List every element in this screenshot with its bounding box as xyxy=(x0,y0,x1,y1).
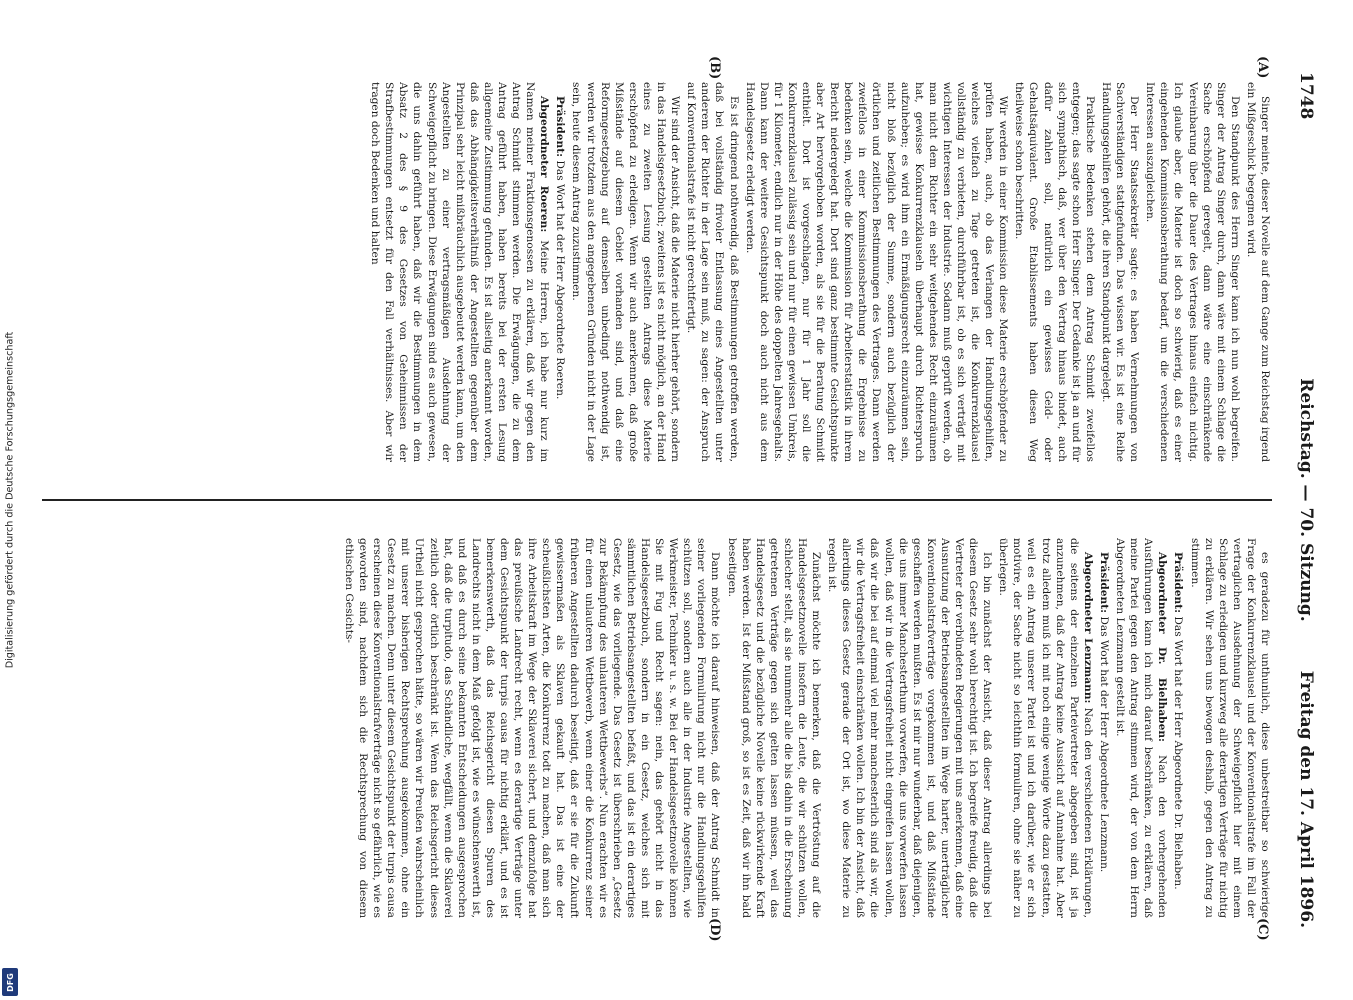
paragraph xyxy=(996,538,1095,918)
speaker-name: Abgeordneter Dr. Bielhaben: xyxy=(1156,552,1169,742)
paragraph-text: Nach den verschiedenen Erklärungen, die seitens der einzelnen Parteivertreter abgegeben sind, ist ja anzunehmen, daß der Antrag keine Aussicht auf Annahme hat. Aber trotz alledem muß ich mit noch einige wenige Worte dazu gestatten, weil es ein Antrag unserer Partei ist und ich darüber, wie er sich motivire, der Sache nicht so leichthin formuliren, ohne sie näher zu überlegen. xyxy=(997,538,1094,918)
scan-credit-strip xyxy=(0,0,20,1000)
paragraph xyxy=(1097,538,1111,918)
paragraph-text: Das Wort hat der Herr Abgeordnete Lenzmann. xyxy=(1097,613,1110,873)
paragraph xyxy=(1187,538,1272,918)
scanned-page xyxy=(34,56,1322,944)
page-title: Reichstag. — 70. Sitzung. xyxy=(1296,378,1316,622)
speaker-name: Präsident: xyxy=(554,96,567,158)
paragraph xyxy=(825,538,994,918)
speaker-name: Präsident: xyxy=(1172,552,1185,614)
scan-credit-text: Digitalisierung gefördert durch die Deutsche Forschungsgemeinschaft xyxy=(4,331,16,669)
margin-marker-a: (A) xyxy=(1255,56,1270,79)
paragraph xyxy=(1244,82,1272,462)
paragraph xyxy=(1099,82,1141,462)
speaker-name: Präsident: xyxy=(1097,552,1110,614)
paragraph-text: Singer meinte, dieser Novelle auf dem Gange zum Reichstag irgend ein Mißgeschick begegnen wird. xyxy=(1244,82,1271,462)
paragraph-text: Den Standpunkt des Herrn Singer kann ich nun wohl begreifen. Singer der Antrag Singer durch, dann wäre mit einem Schlage die Sache erschöpfend geregelt, dann wäre eine einschränkende Vereinbarung über die Dauer des Vertrages hinaus einfach nichtig. Ich glaube aber, die Materie ist doch so schwierig, daß es einer eingehenden Kommissionsberathung bedarf, um die verschiedenen Interessen auszugleichen. xyxy=(1144,82,1241,462)
speaker-name: Abgeordneter Roeren: xyxy=(538,96,551,233)
page-date: Freitag den 17. April 1896. xyxy=(1296,670,1316,928)
paragraph-text: Ich bin zunächst der Ansicht, daß dieser Antrag allerdings bei diesem Gesetz sehr wohl berechtigt ist. Ich begreife freudig, daß die Vertreter der verbündeten Regierungen mit uns anerkennen, daß eine Ausnutzung der Betriebsangestellten im Wege harter, unerträglicher Konventionalstrafverträge vorgekommen ist, und daß Mißstände geschaffen werden mußten. Es ist mir nur wunderbar, daß diejenigen, die uns immer Manchesterthum vorwerfen, die uns vorwerfen lassen wollen, daß wir in die Vertragsfreiheit nicht eingreifen lassen wollen, daß wir die bei auf einmal viel mehr manchesterlich sind als wir, die wir die Vertragsfreiheit einschränken wollen. Ich bin der Ansicht, daß allerdings dieses Gesetz gerade der Ort ist, wo diese Materie zu regeln ist. xyxy=(826,538,994,918)
speaker-name: Abgeordneter Lenzmann: xyxy=(1081,552,1094,704)
paragraph-text: Dann möchte ich darauf hinweisen, daß der Antrag Schmidt in seiner vorliegenden Formulirung nicht nur die Handlungsgehilfen schützen soll, sondern auch alle in der Industrie Angestellten, wie Werkmeister, Techniker u. s. w. Bei der Handelsgesetznovelle können Sie mit Fug und Recht sagen: nein, das gehört nicht in das Handelsgesetzbuch, sondern in ein Gesetz, welches sich mit sämmtlichen Betriebsangestellten befaßt, und das ist ein derartiges Gesetz, wie das vorliegende. Das Gesetz ist überschrieben „Gesetz zur Bekämpfung des unlauteren Wettbewerbs“. Nun erachten wir es für einen unlauteren Wettbewerb, wenn einer die Konkurrenz seiner früheren Angestellten dadurch beseitigt, daß er sie für die Zukunft gewissermaßen als Sklaven gekauft hat. Das ist eine der scheußlichsten Arten, die Konkurrenz todt zu machen, daß man sich ihre Arbeitskraft im Wege der Sklaverei sichert, und demzufolge hat das preußische Landrecht recht, wenn es derartige Verträge unter dem Gesichtspunkt der turpis causa für nichtig erklärt, und es ist bemerkenswerth, daß das Reichsgericht diesen Spuren des Landrechts nicht in dem Maß gefolgt ist, wie es wünschenswerth ist, und daß es durch seine bekannten Entscheidungen ausgesprochen hat, daß die turpitudo, das Schändliche, wegfällt, wenn die Sklaverei zeitlich oder örtlich beschränkt ist. Wenn das Reichsgericht dieses Urtheil nicht gesprochen hätte, so wären wir Preußen wahrscheinlich mit unserer bisherigen Rechtsprechung ausgekommen, ohne ein Gesetz zu machen. Denn unter diesem Gesichtspunkt der turpis causa erscheinen diese Konventionalstrafverträge nicht so gefährlich, wie es geworden sind, nachdem sich die Rechtsprechung von diesem ethischen Gesichts- xyxy=(343,538,722,918)
paragraph xyxy=(743,82,1011,462)
paragraph xyxy=(724,538,823,918)
paragraph xyxy=(1012,82,1097,462)
paragraph xyxy=(553,82,567,462)
paragraph-text: Praktische Bedenken stehen dem Antrag Schmidt zweifellos entgegen; das sagte schon Herr Singer. Der Gedanke ist ja an und für sich sympathisch, daß, wer über den Vertrag hinaus bindet, auch dafür zahlen soll, natürlich ein gewisses Geld- oder Gehaltsäquivalent. Große Etablissements haben diesen Weg theilweise schon beschritten. xyxy=(1013,82,1096,462)
page-rotated xyxy=(34,56,1322,944)
dfg-logo-text: DFG xyxy=(5,972,15,992)
left-column xyxy=(42,82,1272,462)
page-header xyxy=(1282,72,1322,928)
paragraph xyxy=(569,82,682,462)
paragraph-text: Meine Herren, ich habe nur kurz im Namen meiner Fraktionsgenossen zu erklären, daß wir gegen den Antrag Schmidt stimmen werden. Die Erwägungen, die zu dem Antrag geführt haben, haben bereits bei der ersten Lesung allgemeine Zustimmung gefunden. Es ist allseitig anerkannt worden, daß das Abhängigkeitsverhältniß der Angestellten gegenüber dem Prinzipal sehr leicht mißbräuchlich ausgebeutet werden kann, um den Angestellten zu einer vertragsmäßigen Ausdehnung der Schweigepflicht zu bringen. Diese Erwägungen sind es auch gewesen, die uns dahin geführt haben, daß wir die Bestimmungen in dem Absatz 2 des § 9 des Gesetzes von Geheimnissen der Strafbestimmungen entsetzt für den Fall verhältnisses. Aber wir tragen doch Bedenken und halten xyxy=(369,82,551,462)
paragraph xyxy=(1143,82,1242,462)
paragraph xyxy=(368,82,551,462)
paragraph xyxy=(1113,538,1169,918)
margin-marker-b: (B) xyxy=(707,56,722,80)
paragraph-text: Das Wort hat der Herr Abgeordnete Roeren. xyxy=(554,157,567,400)
paragraph xyxy=(342,538,723,918)
page-number: 1748 xyxy=(1296,72,1316,120)
paragraph-text: Der Herr Staatssekretär sagte: es haben Vernehmungen von Sachverständigen stattgefunden. Das wissen wir. Es ist eine Reihe Handlungsgehilfen gehört, die ihren Standpunkt dargelegt. xyxy=(1099,82,1141,462)
paragraph-text: Wir sind der Ansicht, daß die Materie nicht hierher gehört, sondern in das Handelsgesetzbuch; zweitens ist es nicht möglich, an der Hand eines zu zweiten Lesung gestellten Antrags diese Materie erschöpfend zu erledigen. Wenn wir auch anerkennen, daß große Mißstände auf diesem Gebiet vorhanden sind, und daß eine Reformgesetzgebung auf demselben unbedingt nothwendig ist, werden wir trotzdem aus den angegebenen Gründen nicht in der Lage sein, heute diesem Antrag zuzustimmen. xyxy=(570,82,682,462)
paragraph-text: Zunächst möchte ich bemerken, daß die Vertröstung auf die Handelsgesetznovelle insofern die Leute, die wir schützen wollen, schlecher stellt, als sie nummehr alle die bis dahin in die Erscheinung getretenen Verträge gegen sich gelten lassen müssen, weil das Handelsgesetz und die bezügliche Novelle keine rückwirkende Kraft haben werden. Ist der Mißstand groß, so ist es Zeit, daß wir ihn bald beseitigen. xyxy=(725,538,823,918)
paragraph xyxy=(1171,538,1185,918)
dfg-logo xyxy=(2,968,18,996)
paragraph xyxy=(684,82,740,462)
margin-marker-c: (C) xyxy=(1255,918,1270,941)
right-column xyxy=(42,538,1272,918)
paragraph-text: es geradezu für unthunlich, diese unbestreitbar so schwierige Frage der Konkurrenzklausel und der Konventionalstrafe im Fall der vertraglichen Ausdehnung der Schweigepflicht hier mit einem Schlage zu erledigen und kurzweg alle derartigen Verträge für nichtig zu erklären. Wir sehen uns bewogen deshalb, gegen den Antrag zu stimmen. xyxy=(1188,538,1271,918)
paragraph-text: Nach den vorhergehenden Ausführungen kann ich mich darauf beschränken, zu erklären, daß meine Partei gegen den Antrag stimmen wird, der von dem Herrn Abgeordneten Lenzmann gestellt ist. xyxy=(1114,538,1169,918)
paragraph-text: Wir werden in einer Kommission diese Materie erschöpfender zu prüfen haben, auch, ob das Verlangen der Handlungsgehilfen, welches vielfach zu Tage getreten ist, die Konkurrenzklausel vollständig zu verbieten, durchführbar ist, ob es sich verträgt mit wichtigen Interessen der Industrie. Sodann muß geprüft werden, ob man nicht dem Richter ein sehr weitgehendes Recht einzuräumen hat, gewisse Konkurrenzklauseln überhaupt durch Richterspruch aufzuheben; es wird ihm ein Ermäßigungsrecht einzuräumen sein, nicht bloß bezüglich der Summe, sondern auch bezüglich der örtlichen und zeitlichen Bestimmungen des Vertrages. Dann werden zweifellos in einer Kommissionsberathung die Ergebnisse zu bedenken sein, welche die Kommission für Arbeiterstatistik in ihrem Bericht niedergelegt hat. Dort sind ganz bestimmte Gesichtspunkte aber Art hervorgehoben worden, als sie für die Beratung Schmidt enthielt. Dort ist vorgeschlagen, nur für 1 Jahr soll die Konkurrenzklausel zulässig sein und nur für einen gewissen Umkreis, für 1 Kilometer, endlich nur in der Höhe des doppelten Jahresgehalts. Dann kann der weitere Gesichtspunkt doch auch nicht aus dem Handelsgesetz erledigt werden. xyxy=(743,82,1010,462)
margin-marker-d: (D) xyxy=(707,918,722,942)
column-divider xyxy=(42,499,1272,501)
paragraph-text: Das Wort hat der Herr Abgeordnete Dr. Bielhaben. xyxy=(1172,613,1185,890)
paragraph-text: Es ist dringend nothwendig, daß Bestimmungen getroffen werden, daß bei vollständig frivoler Entlassung eines Angestellten unter anderem der Richter in der Lage sein muß, zu sagen: der Anspruch auf Konventionalstrafe ist nicht gerechtfertigt. xyxy=(685,82,740,462)
